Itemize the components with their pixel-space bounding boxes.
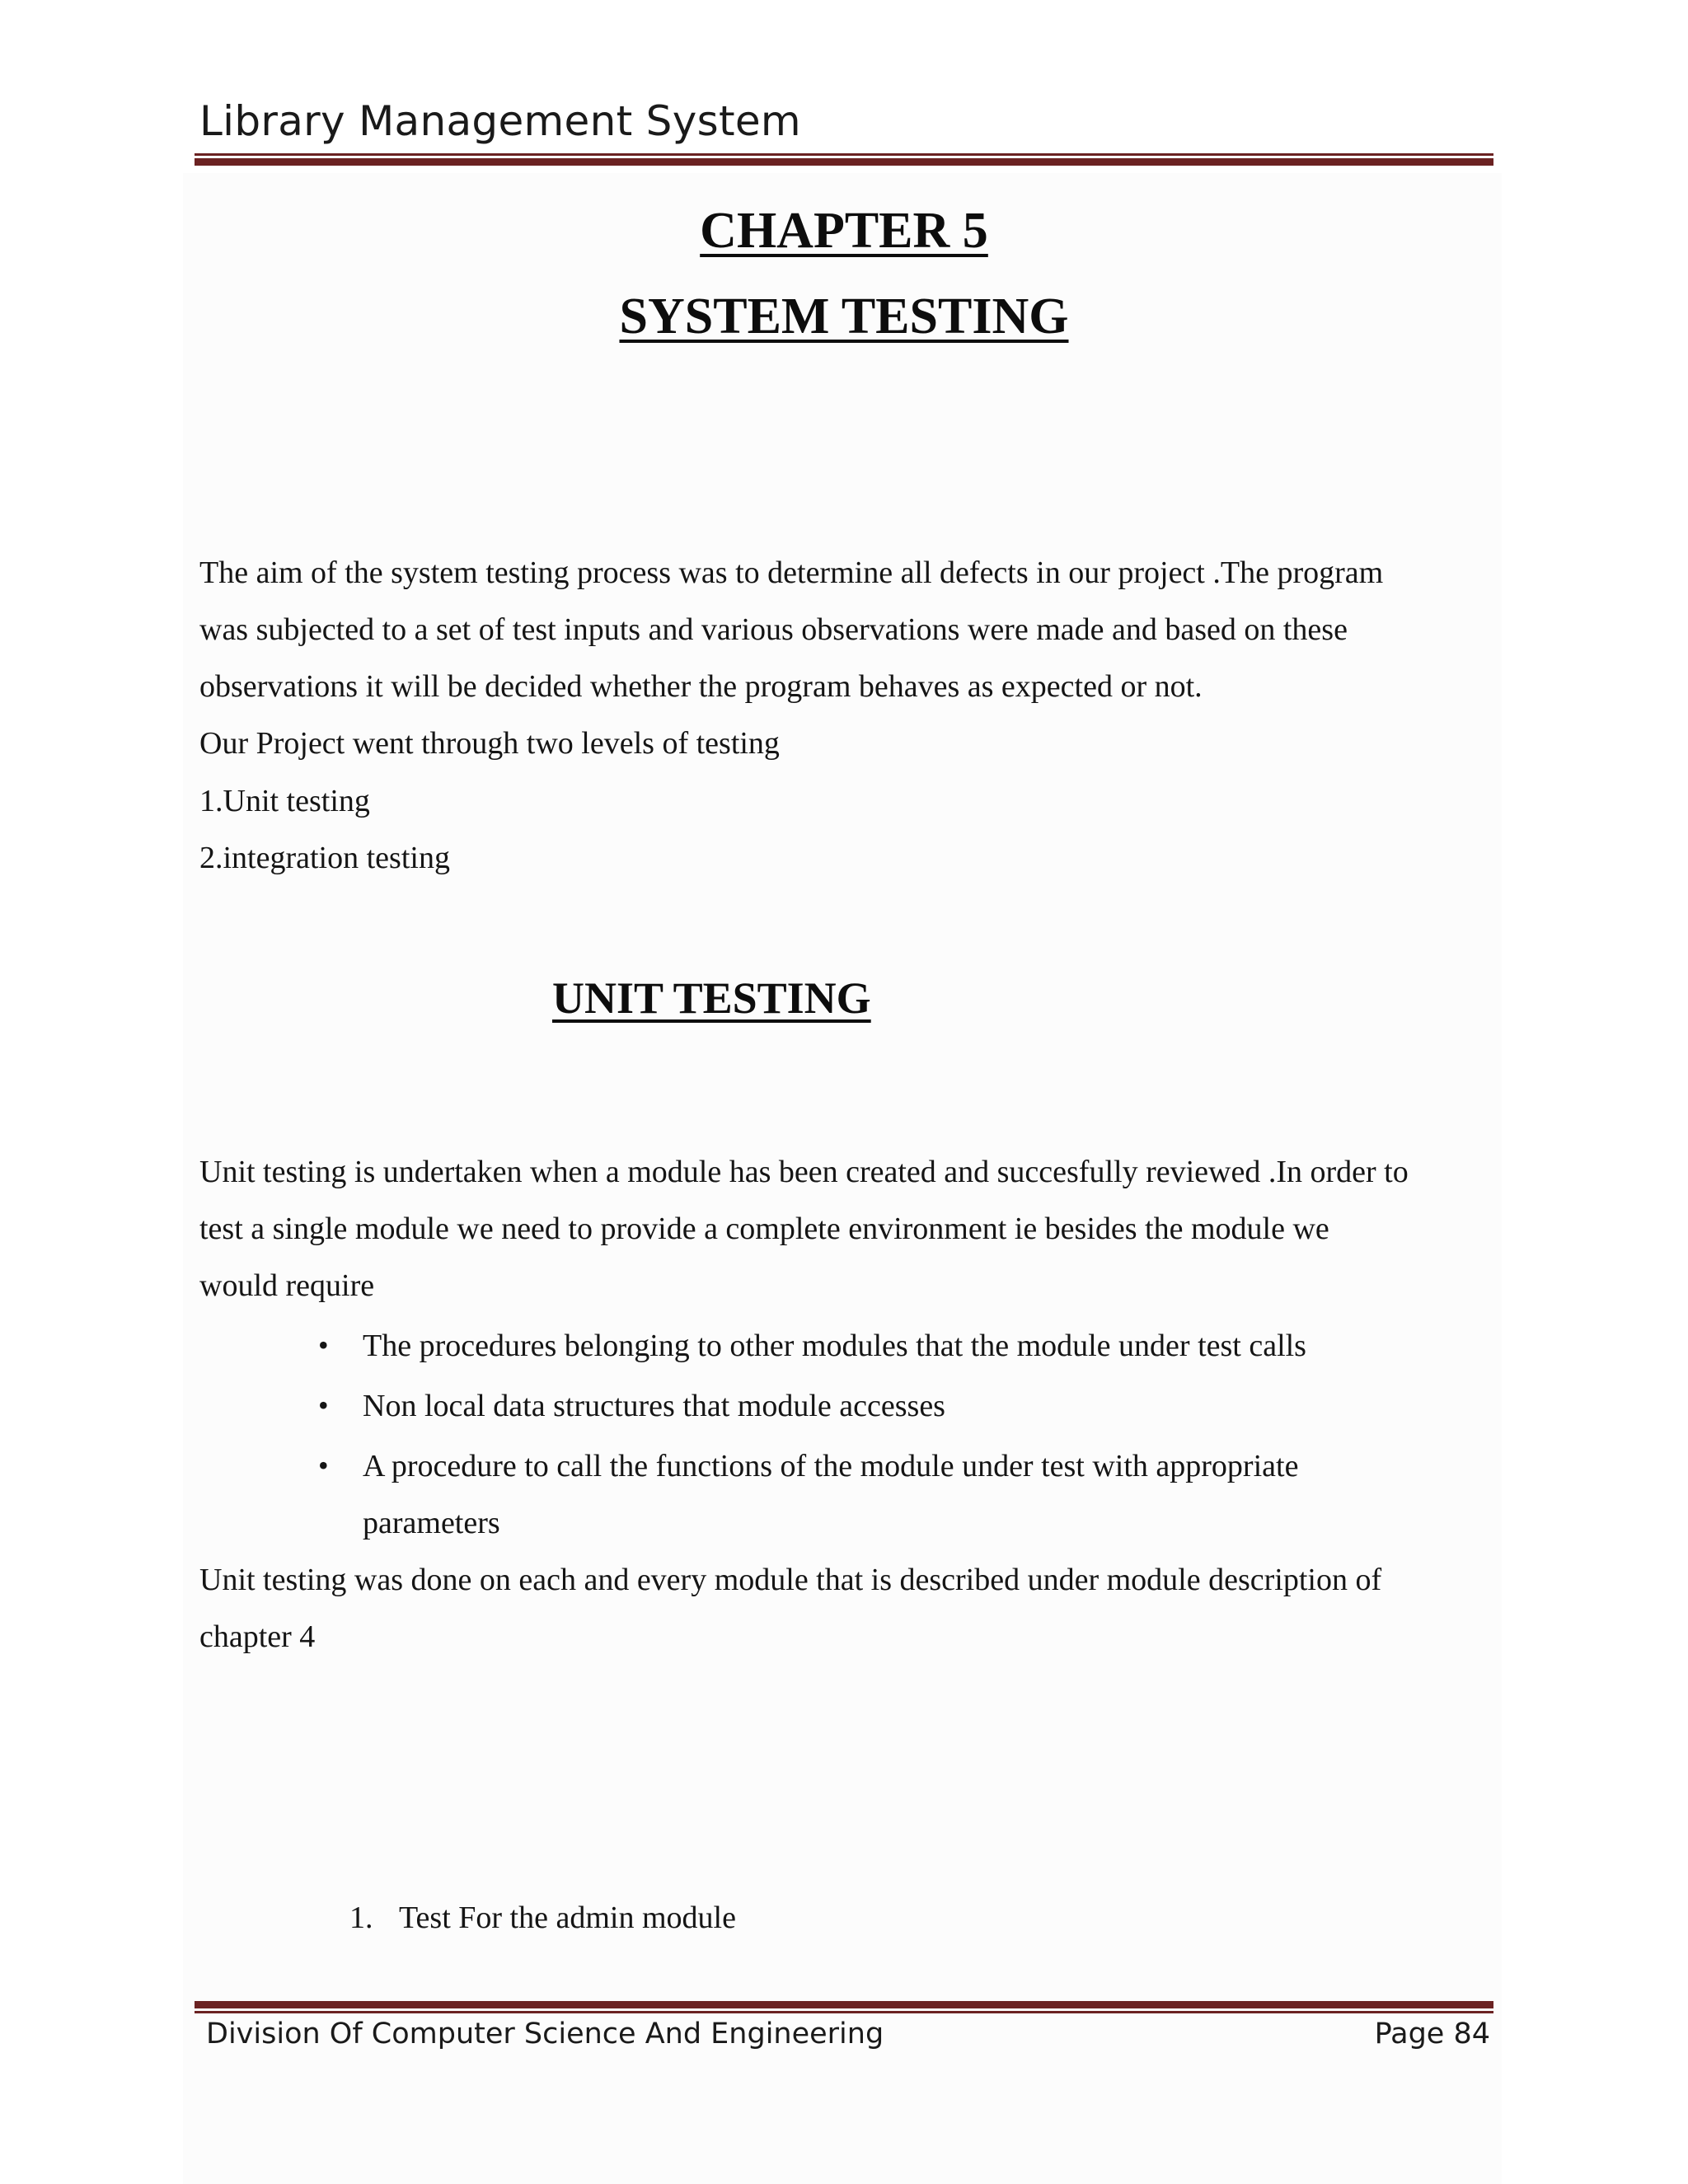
footer-rule-thin [195, 2011, 1493, 2013]
bullet-marker: • [318, 1329, 329, 1361]
header-rule-thick [195, 158, 1493, 166]
intro-list-item: 2.integration testing [199, 841, 450, 875]
unit-testing-closing-line: Unit testing was done on each and every module that is described under module description of [199, 1563, 1382, 1597]
running-header-title: Library Management System [199, 97, 801, 145]
unit-testing-paragraph-line: test a single module we need to provide a complete environment ie besides the module we [199, 1212, 1329, 1246]
bullet-item-text: A procedure to call the functions of the module under test with appropriate [363, 1449, 1299, 1483]
intro-line: observations it will be decided whether the program behaves as expected or not. [199, 669, 1203, 704]
chapter-title-heading: SYSTEM TESTING [619, 288, 1069, 344]
unit-testing-paragraph-line: would require [199, 1268, 375, 1303]
unit-testing-paragraph-line: Unit testing is undertaken when a module has been created and succesfully reviewed .In order to [199, 1155, 1409, 1189]
footer-page-number: Page 84 [1374, 2018, 1490, 2050]
intro-list-item: 1.Unit testing [199, 784, 370, 818]
unit-testing-heading: UNIT TESTING [552, 973, 871, 1023]
bullet-marker: • [318, 1389, 329, 1422]
footer-rule-thick [195, 2001, 1493, 2008]
intro-line: was subjected to a set of test inputs and various observations were made and based on these [199, 612, 1348, 647]
bullet-item-text: Non local data structures that module accesses [363, 1389, 945, 1423]
numbered-item-number: 1. [349, 1900, 373, 1935]
intro-line: Our Project went through two levels of testing [199, 726, 780, 761]
bullet-item-text: The procedures belonging to other modules that the module under test calls [363, 1329, 1306, 1363]
bullet-marker: • [318, 1449, 329, 1482]
bullet-item-text-continuation: parameters [363, 1506, 500, 1540]
numbered-item-text: Test For the admin module [399, 1900, 736, 1935]
header-rule-thin [195, 153, 1493, 156]
footer-division: Division Of Computer Science And Engineering [206, 2018, 884, 2050]
chapter-number-heading: CHAPTER 5 [700, 203, 988, 259]
unit-testing-closing-line: chapter 4 [199, 1619, 316, 1654]
intro-line: The aim of the system testing process was to determine all defects in our project .The program [199, 555, 1384, 590]
